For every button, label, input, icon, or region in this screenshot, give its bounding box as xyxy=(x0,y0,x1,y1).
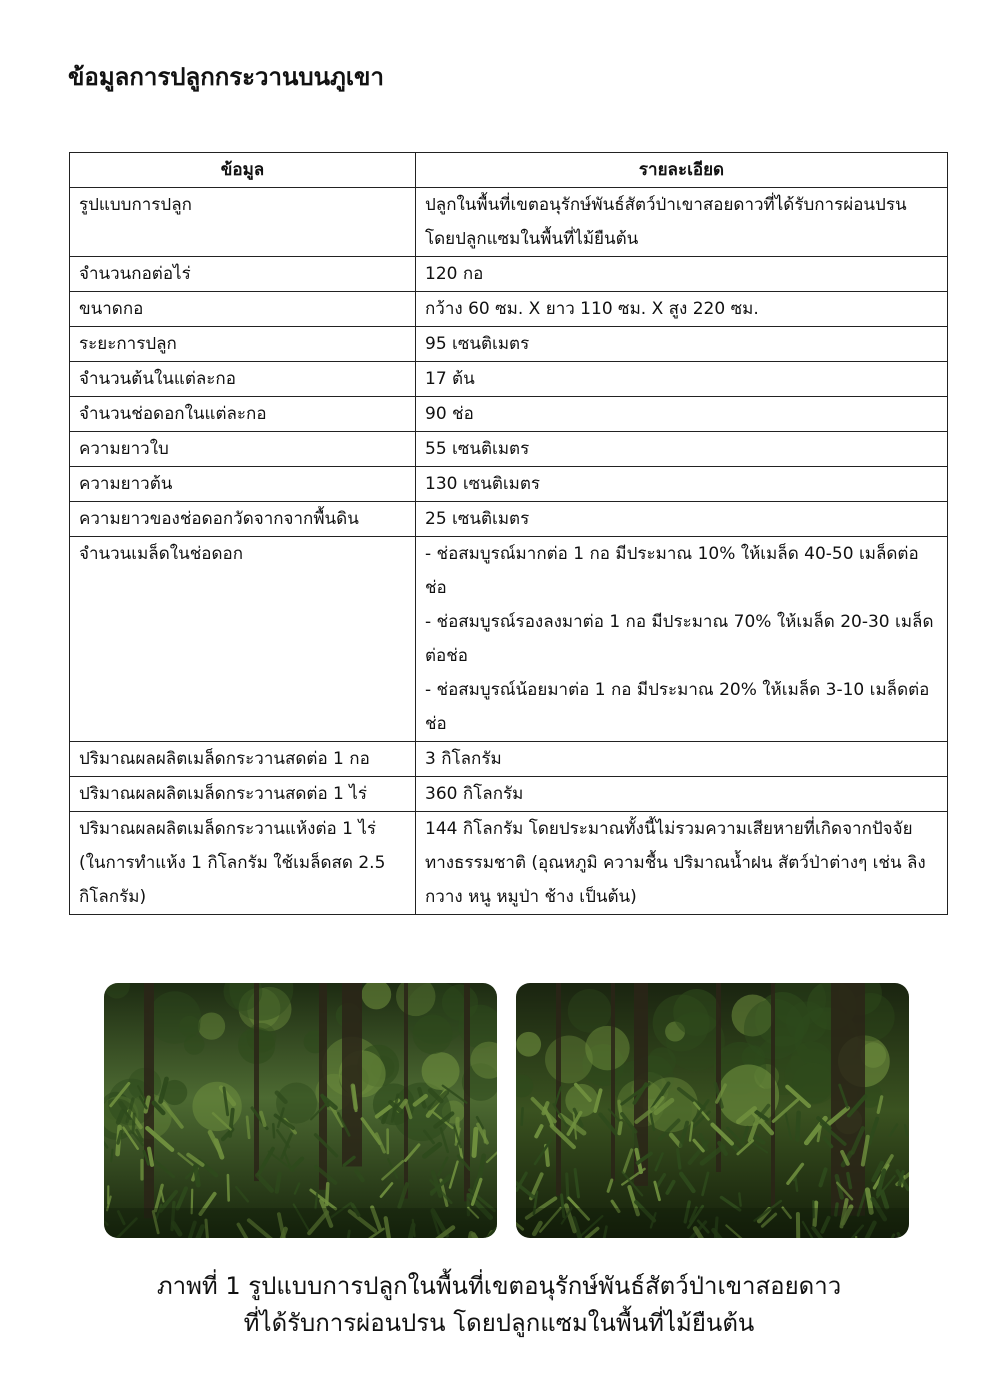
caption-line-1: ภาพที่ 1 รูปแบบการปลูกในพื้นที่เขตอนุรักษ์พันธ์สัตว์ป่าเขาสอยดาว xyxy=(156,1272,842,1300)
foliage-blob xyxy=(422,1052,460,1090)
table-row xyxy=(70,188,948,257)
column-header-info: ข้อมูล xyxy=(70,153,416,188)
table-row xyxy=(70,327,948,362)
table-row xyxy=(70,292,948,327)
fern-frond xyxy=(797,1113,798,1140)
detail-line: 90 ช่อ xyxy=(425,404,474,424)
row-label: รูปแบบการปลูก xyxy=(70,188,416,257)
table-row xyxy=(70,362,948,397)
row-detail xyxy=(416,257,948,292)
fern-frond xyxy=(146,1097,149,1111)
fern-frond xyxy=(678,1150,680,1168)
ground-shadow xyxy=(104,1208,497,1238)
row-detail xyxy=(416,327,948,362)
row-label: ระยะการปลูก xyxy=(70,327,416,362)
fern-frond xyxy=(522,1108,523,1124)
row-label: ความยาวต้น xyxy=(70,467,416,502)
page-title: ข้อมูลการปลูกกระวานบนภูเขา xyxy=(68,63,384,91)
row-detail xyxy=(416,777,948,812)
table-row xyxy=(70,467,948,502)
foliage-blob xyxy=(179,1016,200,1037)
ground-shadow xyxy=(516,1208,909,1238)
detail-line: กว้าง 60 ซม. X ยาว 110 ซม. X สูง 220 ซม. xyxy=(425,299,759,319)
forest-photo-right xyxy=(516,983,909,1238)
row-detail xyxy=(416,432,948,467)
detail-line: - ช่อสมบูรณ์น้อยมาต่อ 1 กอ มีประมาณ 20% ให้เมล็ด 3-10 เมล็ดต่อช่อ xyxy=(425,680,930,734)
row-label: จำนวนต้นในแต่ละกอ xyxy=(70,362,416,397)
detail-line: 17 ต้น xyxy=(425,369,475,389)
row-label: จำนวนเมล็ดในช่อดอก xyxy=(70,537,416,742)
fern-frond xyxy=(273,1124,274,1137)
foliage-blob xyxy=(643,1077,698,1132)
table-row xyxy=(70,777,948,812)
table-row xyxy=(70,502,948,537)
foliage-blob xyxy=(673,989,720,1036)
tree-trunk xyxy=(611,983,615,1181)
row-detail xyxy=(416,292,948,327)
fern-frond xyxy=(619,1123,621,1133)
row-detail xyxy=(416,812,948,915)
forest-photo-left xyxy=(104,983,497,1238)
tree-trunk xyxy=(319,983,327,1190)
row-label: ปริมาณผลผลิตเมล็ดกระวานสดต่อ 1 ไร่ xyxy=(70,777,416,812)
detail-line: 3 กิโลกรัม xyxy=(425,749,502,769)
row-detail xyxy=(416,742,948,777)
table-row xyxy=(70,742,948,777)
row-detail xyxy=(416,502,948,537)
tree-trunk xyxy=(254,983,259,1181)
foliage-blob xyxy=(192,1082,241,1131)
detail-line: 144 กิโลกรัม โดยประมาณทั้งนี้ไม่รวมความเสียหายที่เกิดจากปัจจัยทางธรรมชาติ (อุณหภูมิ ความชื้น ปริมาณน้ำฝน สัตว์ป่าต่างๆ เช่น ลิง กวาง หนู หมูป่า ช้าง เป็นต้น) xyxy=(425,819,926,907)
row-detail xyxy=(416,467,948,502)
detail-line: 360 กิโลกรัม xyxy=(425,784,524,804)
row-label: ความยาวใบ xyxy=(70,432,416,467)
detail-line: 55 เซนติเมตร xyxy=(425,439,530,459)
fern-frond xyxy=(327,1184,328,1205)
row-label: ปริมาณผลผลิตเมล็ดกระวานแห้งต่อ 1 ไร่ (ในการทำแห้ง 1 กิโลกรัม ใช้เมล็ดสด 2.5 กิโลกรัม) xyxy=(70,812,416,915)
fern-frond xyxy=(230,1110,233,1136)
fern-frond xyxy=(484,1131,485,1143)
detail-line: - ช่อสมบูรณ์มากต่อ 1 กอ มีประมาณ 10% ให้เมล็ด 40-50 เมล็ดต่อช่อ xyxy=(425,544,919,598)
table-row xyxy=(70,432,948,467)
row-label: จำนวนกอต่อไร่ xyxy=(70,257,416,292)
table-row xyxy=(70,537,948,742)
fern-frond xyxy=(228,1175,229,1200)
forest-photo-right-image xyxy=(516,983,909,1238)
foliage-blob xyxy=(648,1047,676,1075)
fern-frond xyxy=(739,1193,740,1205)
tree-trunk xyxy=(404,983,408,1199)
tree-trunk xyxy=(771,983,775,1207)
row-label: ปริมาณผลผลิตเมล็ดกระวานสดต่อ 1 กอ xyxy=(70,742,416,777)
foliage-blob xyxy=(545,1036,593,1084)
fern-frond xyxy=(567,1174,568,1199)
fern-frond xyxy=(111,1150,112,1162)
detail-line: 130 เซนติเมตร xyxy=(425,474,541,494)
table-row xyxy=(70,812,948,915)
row-label: ขนาดกอ xyxy=(70,292,416,327)
forest-photo-left-image xyxy=(104,983,497,1238)
foliage-blob xyxy=(717,1065,779,1127)
caption-line-2: ที่ได้รับการผ่อนปรน โดยปลูกแซมในพื้นที่ไม้ยืนต้น xyxy=(243,1309,755,1337)
planting-info-table xyxy=(69,152,948,915)
row-detail xyxy=(416,397,948,432)
table-row xyxy=(70,257,948,292)
row-detail xyxy=(416,537,948,742)
foliage-blob xyxy=(413,1014,453,1054)
foliage-blob xyxy=(516,1032,541,1057)
fern-frond xyxy=(277,1174,280,1192)
table-row xyxy=(70,397,948,432)
row-detail xyxy=(416,188,948,257)
fern-frond xyxy=(133,1114,134,1132)
detail-line: 120 กอ xyxy=(425,264,484,284)
detail-line: - ช่อสมบูรณ์รองลงมาต่อ 1 กอ มีประมาณ 70% ให้เมล็ด 20-30 เมล็ดต่อช่อ xyxy=(425,612,934,666)
foliage-blob xyxy=(247,1023,276,1052)
column-header-detail: รายละเอียด xyxy=(416,153,948,188)
row-label: จำนวนช่อดอกในแต่ละกอ xyxy=(70,397,416,432)
table-body xyxy=(70,188,948,915)
table-header-row xyxy=(70,153,948,188)
foliage-blob xyxy=(198,1012,225,1039)
tree-trunk xyxy=(342,983,362,1166)
fern-frond xyxy=(474,1129,476,1155)
fern-frond xyxy=(353,1086,356,1108)
figure-caption xyxy=(0,1268,998,1342)
detail-line: 95 เซนติเมตร xyxy=(425,334,530,354)
detail-line: 25 เซนติเมตร xyxy=(425,509,530,529)
fern-frond xyxy=(796,1179,798,1191)
detail-line: ปลูกในพื้นที่เขตอนุรักษ์พันธ์สัตว์ป่าเขาสอยดาวที่ได้รับการผ่อนปรน โดยปลูกแซมในพื้นที่ไม้ยืนต้น xyxy=(425,195,907,249)
row-label: ความยาวของช่อดอกวัดจากจากพื้นดิน xyxy=(70,502,416,537)
row-detail xyxy=(416,362,948,397)
